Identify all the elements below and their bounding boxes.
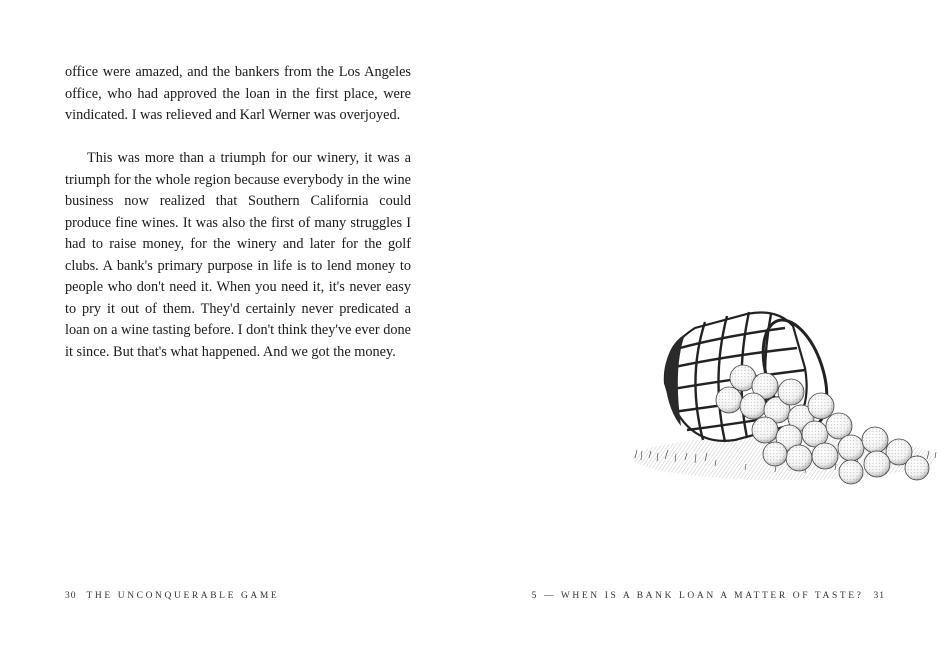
left-page-number: 30 <box>65 591 77 601</box>
right-running-head: 5 — WHEN IS A BANK LOAN A MATTER OF TASTE? <box>531 591 864 601</box>
paragraph-1: office were amazed, and the bankers from the Los Angeles office, who had approved the loan in the first place, were vindicated. I was relieved and Karl Werner was overjoyed. <box>65 64 411 123</box>
right-page-number: 31 <box>873 591 885 601</box>
body-text <box>65 62 411 363</box>
left-footer <box>65 591 279 601</box>
paragraph-2: This was more than a triumph for our winery, it was a triumph for the whole region because everybody in the wine business now realized that Southern California could produce fine wines. It was also the first of many struggles I had to raise money, for the winery and later for the golf clubs. A bank's primary purpose in life is to lend money to people who don't need it. When you need it, it's never easy to pry it out of them. They'd certainly never predicated a loan on a wine tasting before. I don't think they've ever done it since. But that's what happened. And we got the money. <box>65 150 411 360</box>
right-footer <box>532 591 885 601</box>
left-running-head: THE UNCONQUERABLE GAME <box>86 591 280 601</box>
golf-ball-basket-illustration <box>625 308 945 498</box>
right-page <box>475 0 950 648</box>
